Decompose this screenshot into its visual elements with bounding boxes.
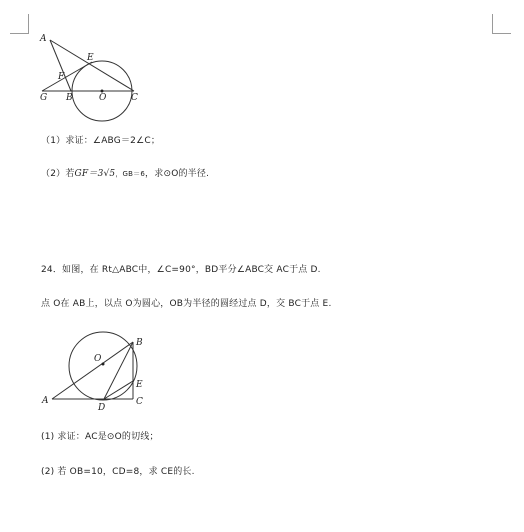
line-ac [50, 40, 134, 91]
q24-part1: (1) 求证：AC是⊙O的切线； [41, 432, 159, 442]
q23-part2-suffix: ，求⊙O的半径. [145, 169, 210, 179]
q24-line1: 24．如图，在 Rt△ABC中，∠C=90°，BD平分∠ABC交 AC于点 D. [41, 265, 321, 275]
label-a-q23: A [40, 34, 47, 44]
label-o-q24: O [94, 354, 102, 364]
label-c-q23: C [131, 93, 138, 103]
figure-q24 [41, 332, 143, 413]
q23-part2 [41, 166, 209, 179]
q23-part1: （1）求证：∠ABG＝2∠C； [41, 136, 161, 146]
line-ab [50, 40, 71, 91]
q23-part2-gb: ，GB＝6 [115, 170, 146, 178]
label-f-q23: F [58, 72, 65, 82]
label-e-q23: E [87, 53, 94, 63]
figure-q23 [39, 34, 138, 121]
label-d-q24: D [98, 403, 106, 413]
label-o-q23: O [99, 93, 107, 103]
label-b-q24: B [136, 338, 143, 348]
q24-line2: 点 O在 AB上，以点 O为圆心，OB为半径的圆经过点 D，交 BC于点 E. [41, 299, 332, 309]
label-e-q24: E [136, 380, 143, 390]
q23-part2-prefix: （2）若 [41, 169, 75, 179]
label-a-q24: A [42, 396, 49, 406]
label-c-q24: C [136, 397, 143, 407]
label-b-q23: B [66, 93, 73, 103]
line-ge [42, 62, 92, 91]
label-g-q23: G [40, 93, 48, 103]
center-dot-q24 [102, 363, 105, 366]
circle-o-q24 [69, 332, 137, 400]
line-ab-q24 [52, 342, 133, 399]
q23-part2-gf: GF＝3√5 [74, 169, 116, 179]
q24-part2: (2) 若 OB=10，CD=8，求 CE的长. [41, 467, 195, 477]
